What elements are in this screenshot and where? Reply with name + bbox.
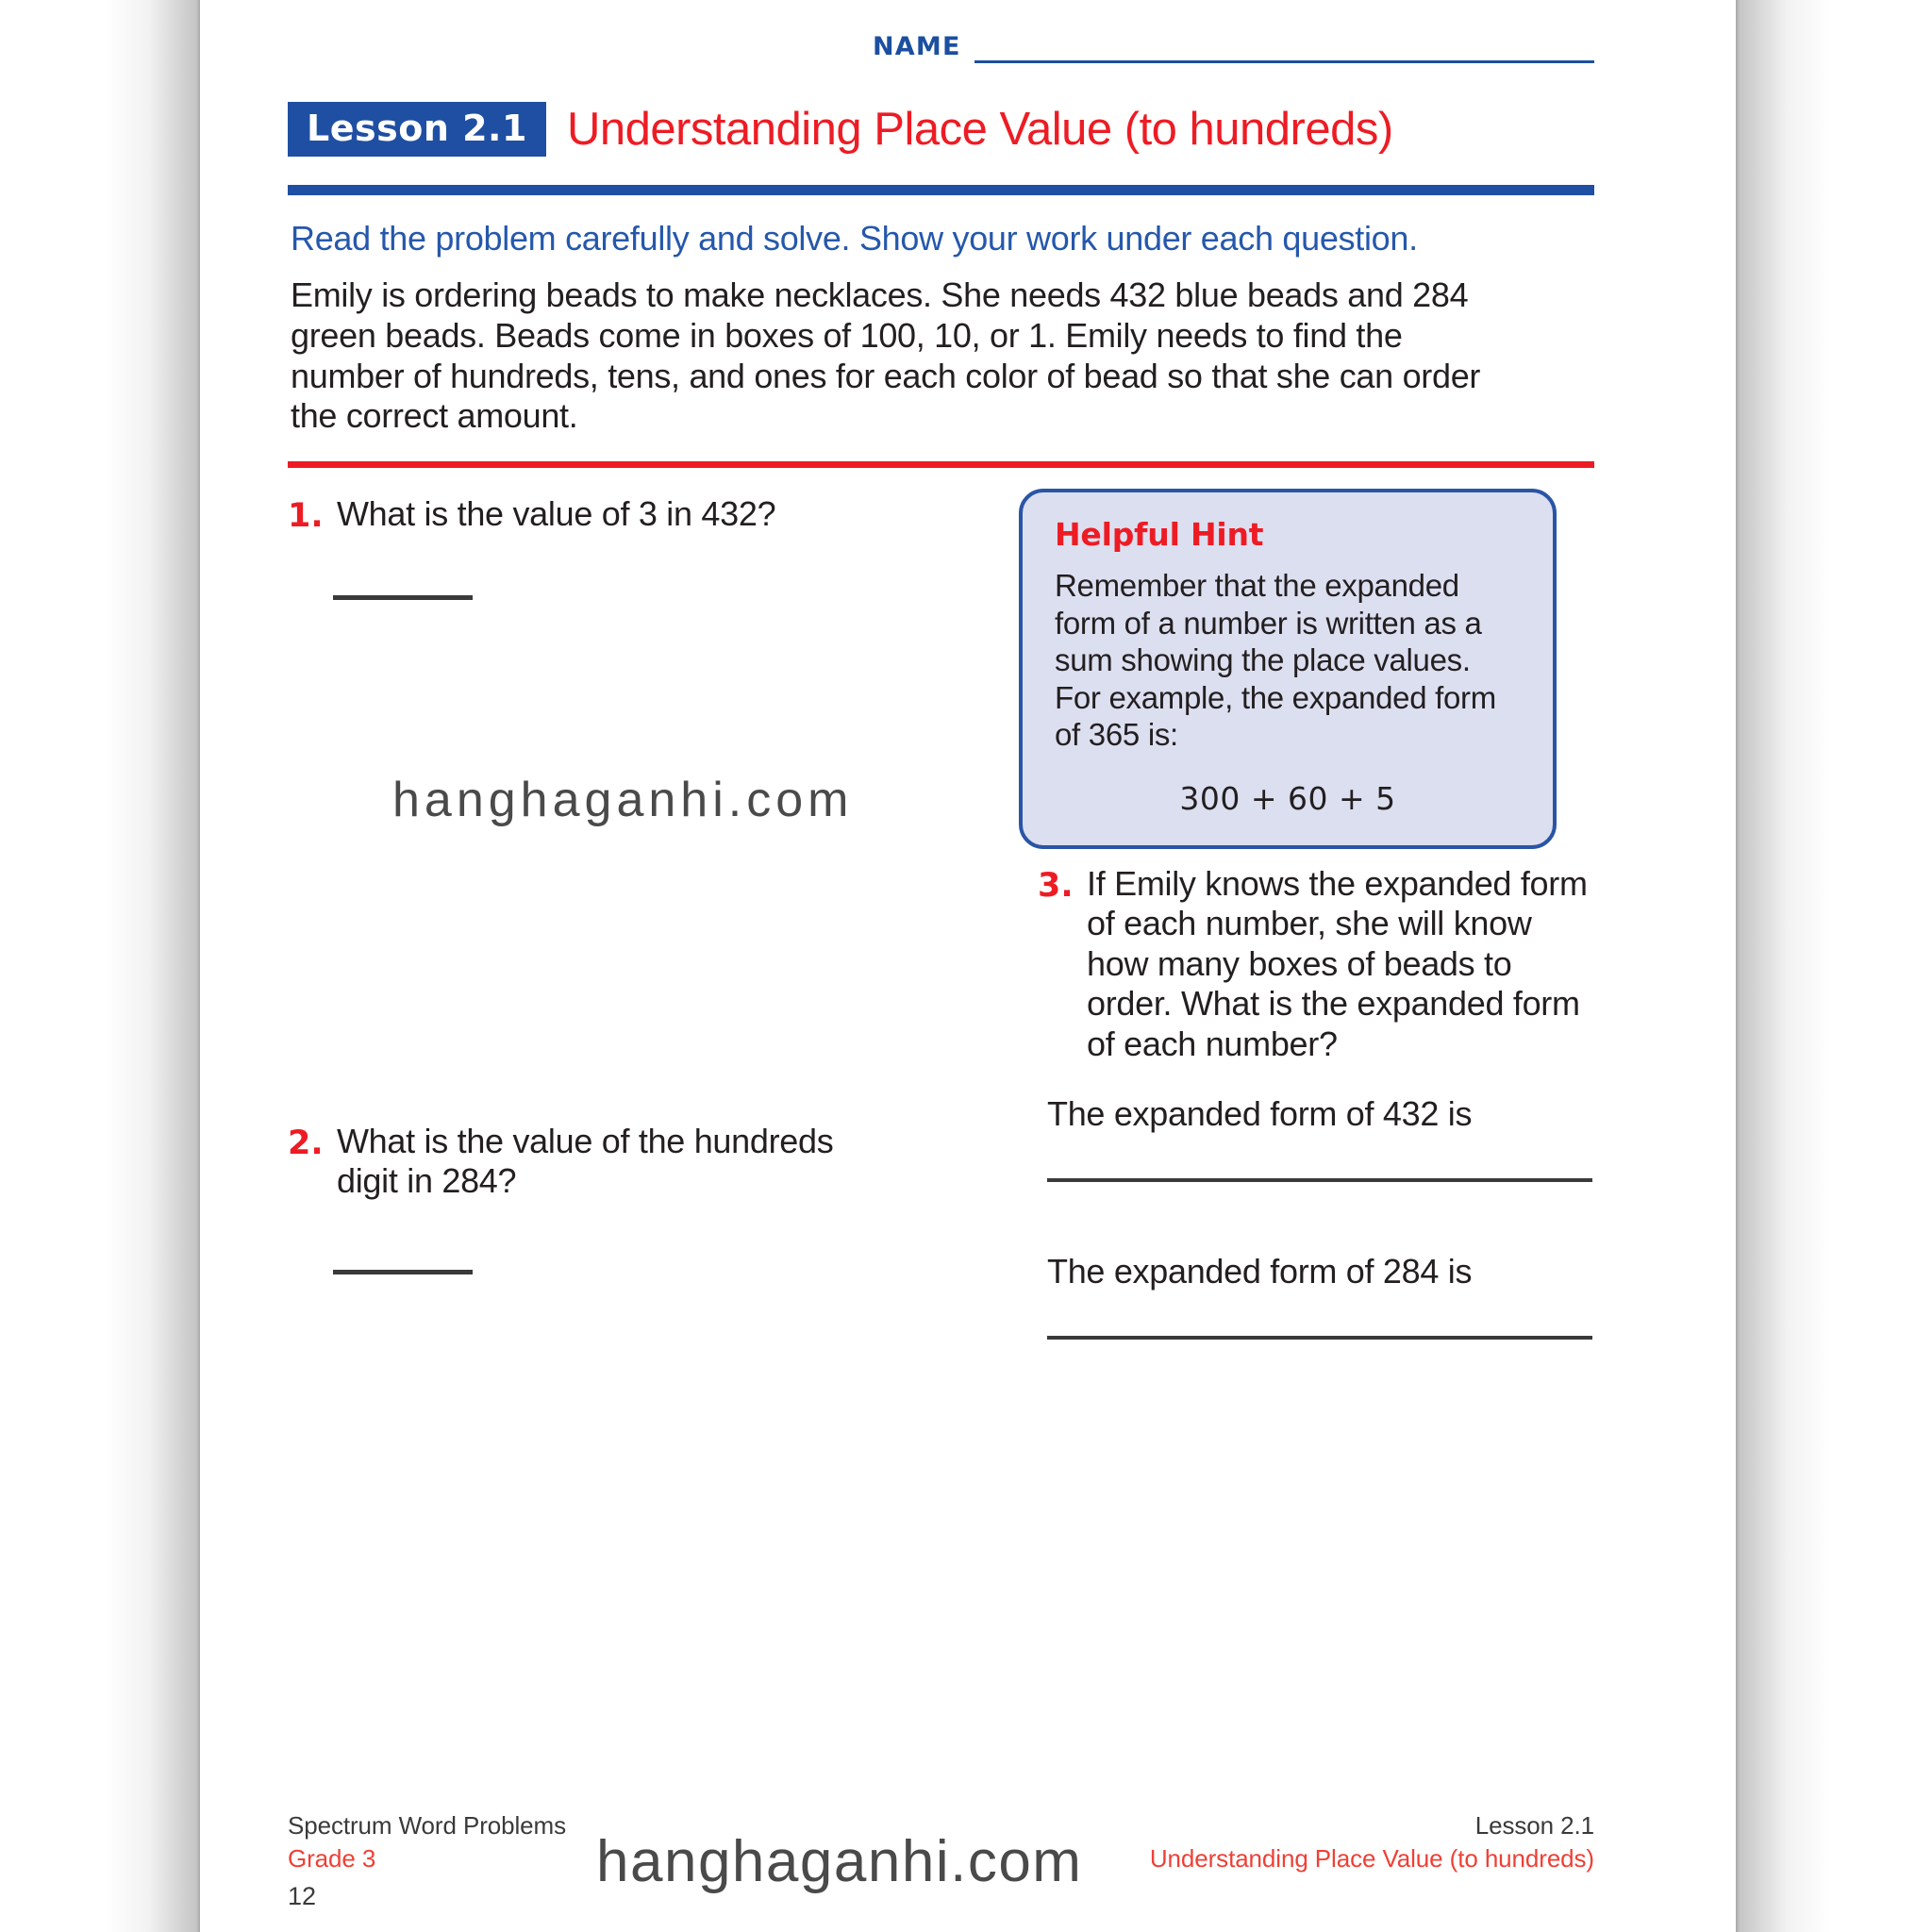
lesson-header xyxy=(288,102,1594,157)
helpful-hint-box xyxy=(1019,489,1557,849)
expanded-form-284 xyxy=(1047,1252,1594,1340)
question-1-answer-blank[interactable] xyxy=(333,594,473,600)
helpful-hint-title: Helpful Hint xyxy=(1055,516,1264,553)
footer-right xyxy=(651,1809,1594,1875)
watermark-center: hanghaganhi.com xyxy=(392,773,854,827)
directions-text: Read the problem carefully and solve. Show your work under each question. xyxy=(291,219,1418,258)
name-write-line[interactable] xyxy=(974,59,1594,63)
expanded-form-284-label: The expanded form of 284 is xyxy=(1047,1252,1473,1291)
section-red-rule xyxy=(288,461,1594,468)
footer-left xyxy=(288,1809,566,1914)
question-1-text: What is the value of 3 in 432? xyxy=(337,494,776,533)
question-3 xyxy=(1038,864,1594,1064)
page-content xyxy=(288,0,1594,1932)
lesson-badge: Lesson 2.1 xyxy=(288,102,546,157)
name-label: NAME xyxy=(873,32,961,61)
question-2-text: What is the value of the hundreds digit in 284? xyxy=(337,1122,834,1201)
page-title: Understanding Place Value (to hundreds) xyxy=(566,103,1393,155)
question-2-answer-blank[interactable] xyxy=(333,1269,473,1274)
footer-lesson-ref: Lesson 2.1 xyxy=(1474,1811,1594,1840)
expanded-form-432-label: The expanded form of 432 is xyxy=(1047,1094,1473,1133)
footer-grade: Grade 3 xyxy=(288,1844,376,1874)
question-2-number: 2. xyxy=(288,1124,324,1162)
watermark-bottom: hanghaganhi.com xyxy=(596,1829,1083,1894)
page-left-shadow xyxy=(106,0,200,1932)
helpful-hint-body: Remember that the expanded form of a number is written as a sum showing the place values. For example, the expanded form of 365 is: xyxy=(1055,568,1496,753)
problem-paragraph: Emily is ordering beads to make necklaces. She needs 432 blue beads and 284 green beads. Beads come in boxes of 100, 10, or 1. Emily needs to find the number of hundreds, tens, and ones for each color of bead so that she can order the correct amount. xyxy=(291,275,1481,436)
expanded-form-432 xyxy=(1047,1094,1594,1182)
expanded-form-284-answer-blank[interactable] xyxy=(1047,1335,1592,1340)
question-2 xyxy=(288,1122,873,1202)
name-field-row xyxy=(873,34,1594,63)
helpful-hint-equation: 300 + 60 + 5 xyxy=(1179,779,1396,817)
footer-book-title: Spectrum Word Problems xyxy=(288,1811,566,1840)
question-1 xyxy=(288,494,873,535)
expanded-form-432-answer-blank[interactable] xyxy=(1047,1177,1592,1182)
question-3-number: 3. xyxy=(1038,867,1074,905)
question-1-number: 1. xyxy=(288,497,324,535)
question-3-text: If Emily knows the expanded form of each number, she will know how many boxes of beads to order. What is the expanded form of each number? xyxy=(1087,864,1588,1063)
header-blue-rule xyxy=(288,185,1594,195)
footer-lesson-name: Understanding Place Value (to hundreds) xyxy=(1149,1844,1594,1874)
page-right-shadow xyxy=(1736,0,1830,1932)
footer-page-number: 12 xyxy=(288,1882,317,1911)
